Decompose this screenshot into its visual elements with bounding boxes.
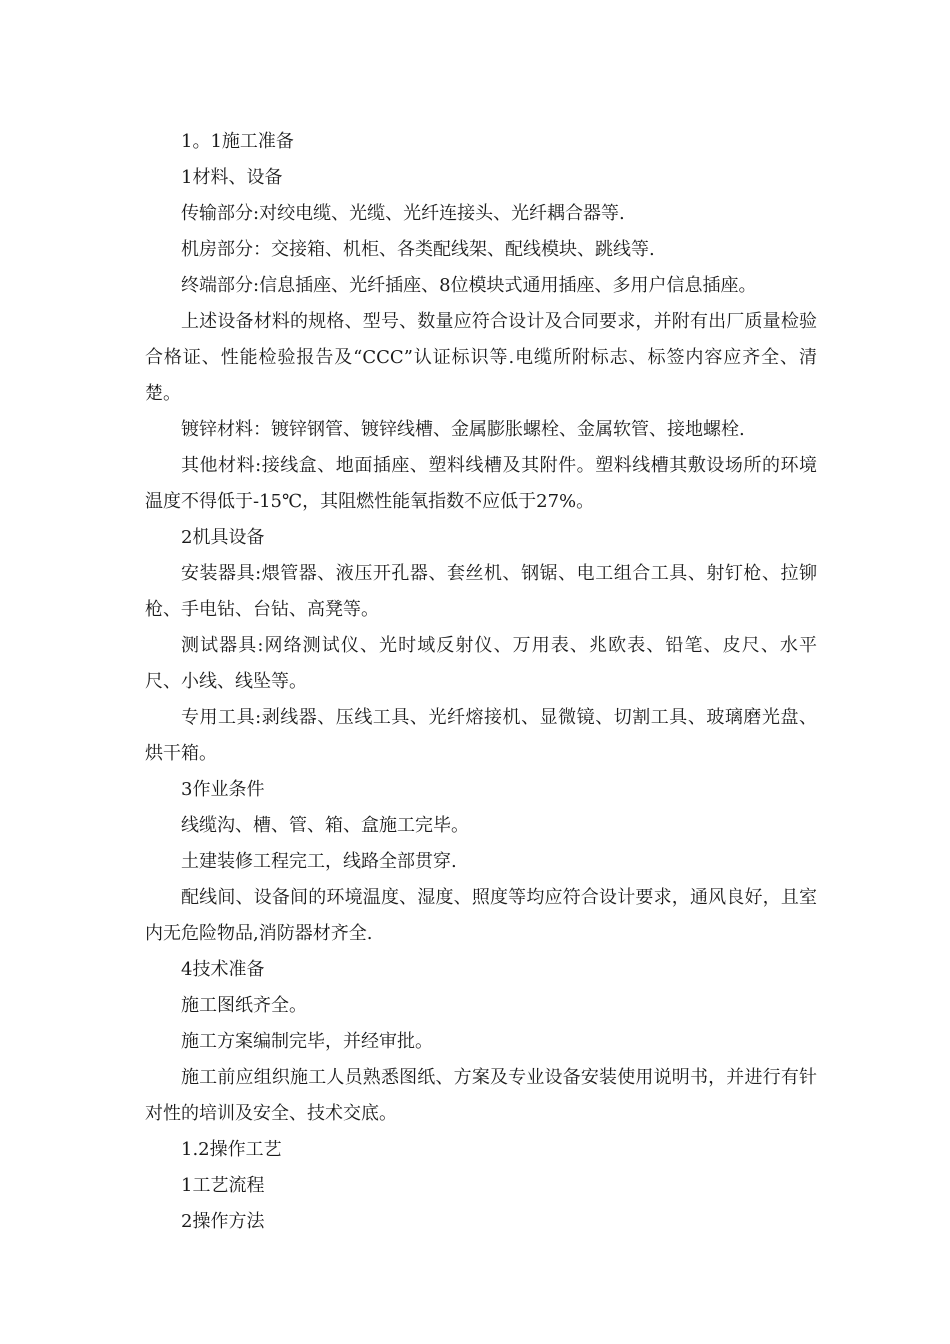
paragraph-terminal-parts: 终端部分:信息插座、光纤插座、8位模块式通用插座、多用户信息插座。 (181, 275, 757, 296)
subheading-tools-equipment: 2机具设备 (181, 527, 265, 548)
section-heading-construction-preparation: 1。1施工准备 (181, 131, 294, 152)
subheading-materials-equipment: 1材料、设备 (181, 167, 283, 188)
paragraph-transmission-parts: 传输部分:对绞电缆、光缆、光纤连接头、光纤耦合器等. (181, 203, 625, 224)
paragraph-room-environment: 配线间、设备间的环境温度、湿度、照度等均应符合设计要求，通风良好，且室内无危险物品,消防器材齐全. (145, 887, 817, 944)
paragraph-testing-tools: 测试器具:网络测试仪、光时域反射仪、万用表、兆欧表、铅笔、皮尺、水平尺、小线、线坠等。 (145, 635, 817, 692)
subheading-work-conditions: 3作业条件 (181, 779, 265, 800)
paragraph-special-tools: 专用工具:剥线器、压线工具、光纤熔接机、显微镜、切割工具、玻璃磨光盘、烘干箱。 (145, 707, 817, 764)
section-heading-operation-process: 1.2操作工艺 (181, 1139, 282, 1160)
paragraph-cable-trench: 线缆沟、槽、管、箱、盒施工完毕。 (181, 815, 469, 836)
paragraph-galvanized-materials: 镀锌材料：镀锌钢管、镀锌线槽、金属膨胀螺栓、金属软管、接地螺栓. (181, 419, 745, 440)
subheading-process-flow: 1工艺流程 (181, 1175, 265, 1196)
subheading-operation-method: 2操作方法 (181, 1211, 265, 1232)
paragraph-training-briefing: 施工前应组织施工人员熟悉图纸、方案及专业设备安装使用说明书，并进行有针对性的培训及安全、技术交底。 (145, 1067, 817, 1124)
document-body (145, 124, 817, 1240)
paragraph-plan-approved: 施工方案编制完毕，并经审批。 (181, 1031, 433, 1052)
paragraph-drawings-complete: 施工图纸齐全。 (181, 995, 307, 1016)
paragraph-material-requirements: 上述设备材料的规格、型号、数量应符合设计及合同要求，并附有出厂质量检验合格证、性能检验报告及“CCC”认证标识等.电缆所附标志、标签内容应齐全、清楚。 (145, 311, 817, 404)
paragraph-civil-works: 土建装修工程完工，线路全部贯穿. (181, 851, 457, 872)
paragraph-other-materials: 其他材料:接线盒、地面插座、塑料线槽及其附件。塑料线槽其敷设场所的环境温度不得低于-15℃，其阻燃性能氧指数不应低于27%。 (145, 455, 817, 512)
paragraph-machine-room-parts: 机房部分：交接箱、机柜、各类配线架、配线模块、跳线等. (181, 239, 655, 260)
paragraph-installation-tools: 安装器具:煨管器、液压开孔器、套丝机、钢锯、电工组合工具、射钉枪、拉铆枪、手电钻、台钻、高凳等。 (145, 563, 817, 620)
subheading-technical-preparation: 4技术准备 (181, 959, 265, 980)
